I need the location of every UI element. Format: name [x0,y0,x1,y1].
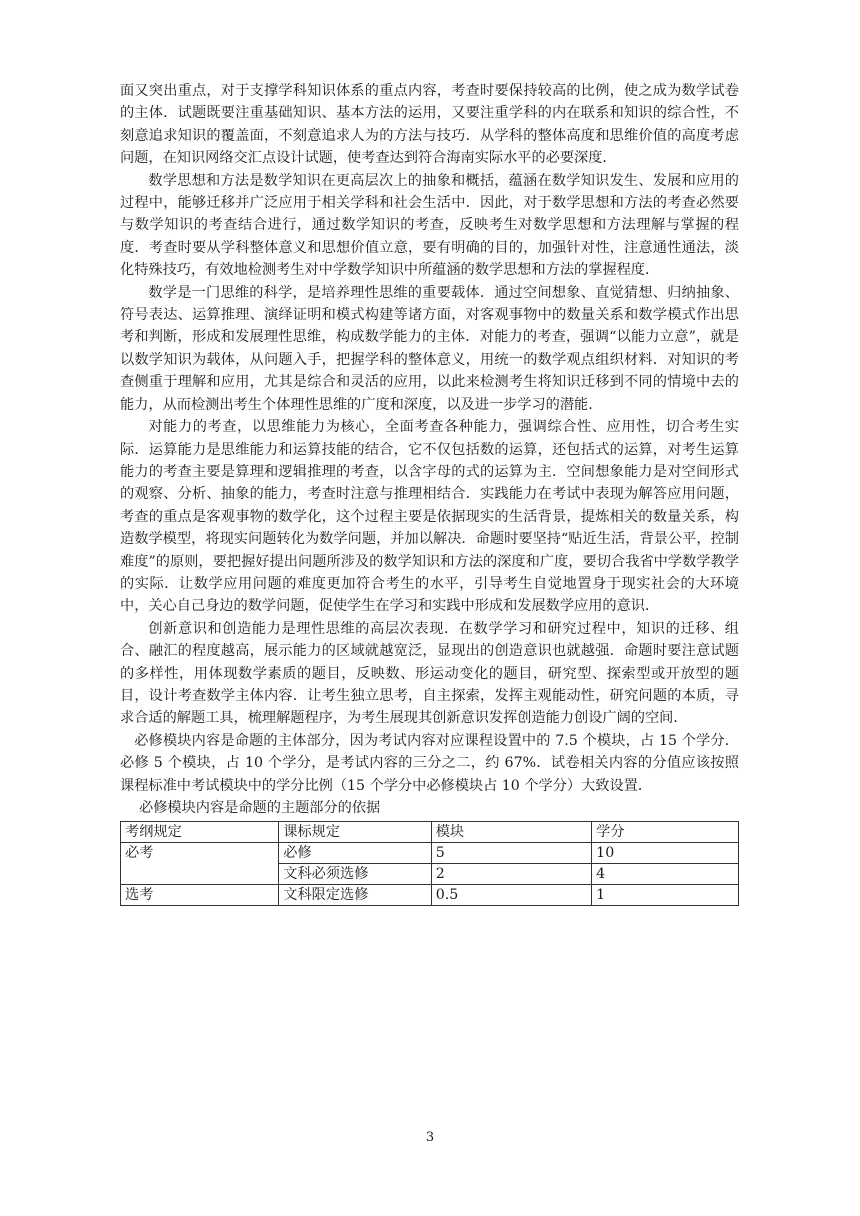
table-header-cell: 学分 [592,822,739,843]
table-cell: 选考 [121,885,279,906]
paragraph-3: 数学是一门思维的科学，是培养理性思维的重要载体．通过空间想象、直觉猜想、归纳抽象、符号表达、运算推理、演绎证明和模式构建等诸方面，对客观事物中的数量关系和数学模式作出思考和判断，形成和发展理性思维，构成数学能力的主体．对能力的考查，强调“以能力立意”，就是以数学知识为载体，从问题入手，把握学科的整体意义，用统一的数学观点组织材料．对知识的考查侧重于理解和应用，尤其是综合和灵活的应用，以此来检测考生将知识迁移到不同的情境中去的能力，从而检测出考生个体理性思维的广度和深度，以及进一步学习的潜能． [120,284,739,413]
paragraph-1: 面又突出重点，对于支撑学科知识体系的重点内容，考查时要保持较高的比例，使之成为数学试卷的主体．试题既要注重基础知识、基本方法的运用，又要注重学科的内在联系和知识的综合性，不刻意追求知识的覆盖面，不刻意追求人为的方法与技巧．从学科的整体高度和思维价值的高度考虑问题，在知识网络交汇点设计试题，使考查达到符合海南实际水平的必要深度． [120,83,739,167]
paragraph-2: 数学思想和方法是数学知识在更高层次上的抽象和概括，蕴涵在数学知识发生、发展和应用的过程中，能够迁移并广泛应用于相关学科和社会生活中．因此，对于数学思想和方法的考查必然要与数学知识的考查结合进行，通过数学知识的考查，反映考生对数学思想和方法理解与掌握的程度．考查时要从学科整体意义和思想价值立意，要有明确的目的，加强针对性，注意通性通法，淡化特殊技巧，有效地检测考生对中学数学知识中所蕴涵的数学思想和方法的掌握程度． [120,172,739,279]
table-cell: 2 [431,864,591,885]
table-cell: 文科必须选修 [279,864,431,885]
paragraph-4: 对能力的考查，以思维能力为核心，全面考查各种能力，强调综合性、应用性，切合考生实际．运算能力是思维能力和运算技能的结合，它不仅包括数的运算，还包括式的运算，对考生运算能力的考查主要是算理和逻辑推理的考查，以含字母的式的运算为主．空间想象能力是对空间形式的观察、分析、抽象的能力，考查时注意与推理相结合．实践能力在考试中表现为解答应用问题，考查的重点是客观事物的数学化，这个过程主要是依据现实的生活背景，提炼相关的数量关系，构造数学模型，将现实问题转化为数学问题，并加以解决．命题时要坚持“贴近生活，背景公平，控制难度”的原则，要把握好提出问题所涉及的数学知识和方法的深度和广度，要切合我省中学数学教学的实际．让数学应用问题的难度更加符合考生的水平，引导考生自觉地置身于现实社会的大环境中，关心自己身边的数学问题，促使学生在学习和实践中形成和发展数学应用的意识． [120,419,739,615]
paragraph-6: 必修模块内容是命题的主体部分，因为考试内容对应课程设置中的 7.5 个模块，占 15 个学分．必修 5 个模块，占 10 个学分，是考试内容的三分之二，约 67%．试卷相关内容的分值应该按照课程标准中考试模块中的学分比例（15 个学分中必修模块占 10 个学分）大致设置． [120,732,739,794]
table-cell: 1 [592,885,739,906]
table-cell: 5 [431,843,591,864]
table-caption: 必修模块内容是命题的主题部分的依据 [139,800,381,816]
table-header-cell: 考纲规定 [121,822,279,843]
table-cell: 10 [592,843,739,864]
table-row [121,885,739,906]
table-cell: 4 [592,864,739,885]
paragraph-5: 创新意识和创造能力是理性思维的高层次表现．在数学学习和研究过程中，知识的迁移、组合、融汇的程度越高，展示能力的区域就越宽泛，显现出的创造意识也就越强．命题时要注意试题的多样性，用体现数学素质的题目，反映数、形运动变化的题目，研究型、探索型或开放型的题目，设计考查数学主体内容．让考生独立思考，自主探索，发挥主观能动性，研究问题的本质，寻求合适的解题工具，梳理解题程序，为考生展现其创新意识发挥创造能力创设广阔的空间． [120,620,739,727]
table-cell: 0.5 [431,885,591,906]
module-credit-table [120,821,739,906]
table-header-cell: 模块 [431,822,591,843]
document-body [120,80,739,906]
table-cell: 文科限定选修 [279,885,431,906]
table-cell: 必考 [121,843,279,885]
table-row [121,843,739,864]
table-header-cell: 课标规定 [279,822,431,843]
table-cell: 必修 [279,843,431,864]
table-header-row [121,822,739,843]
page-number: 3 [425,1130,435,1145]
